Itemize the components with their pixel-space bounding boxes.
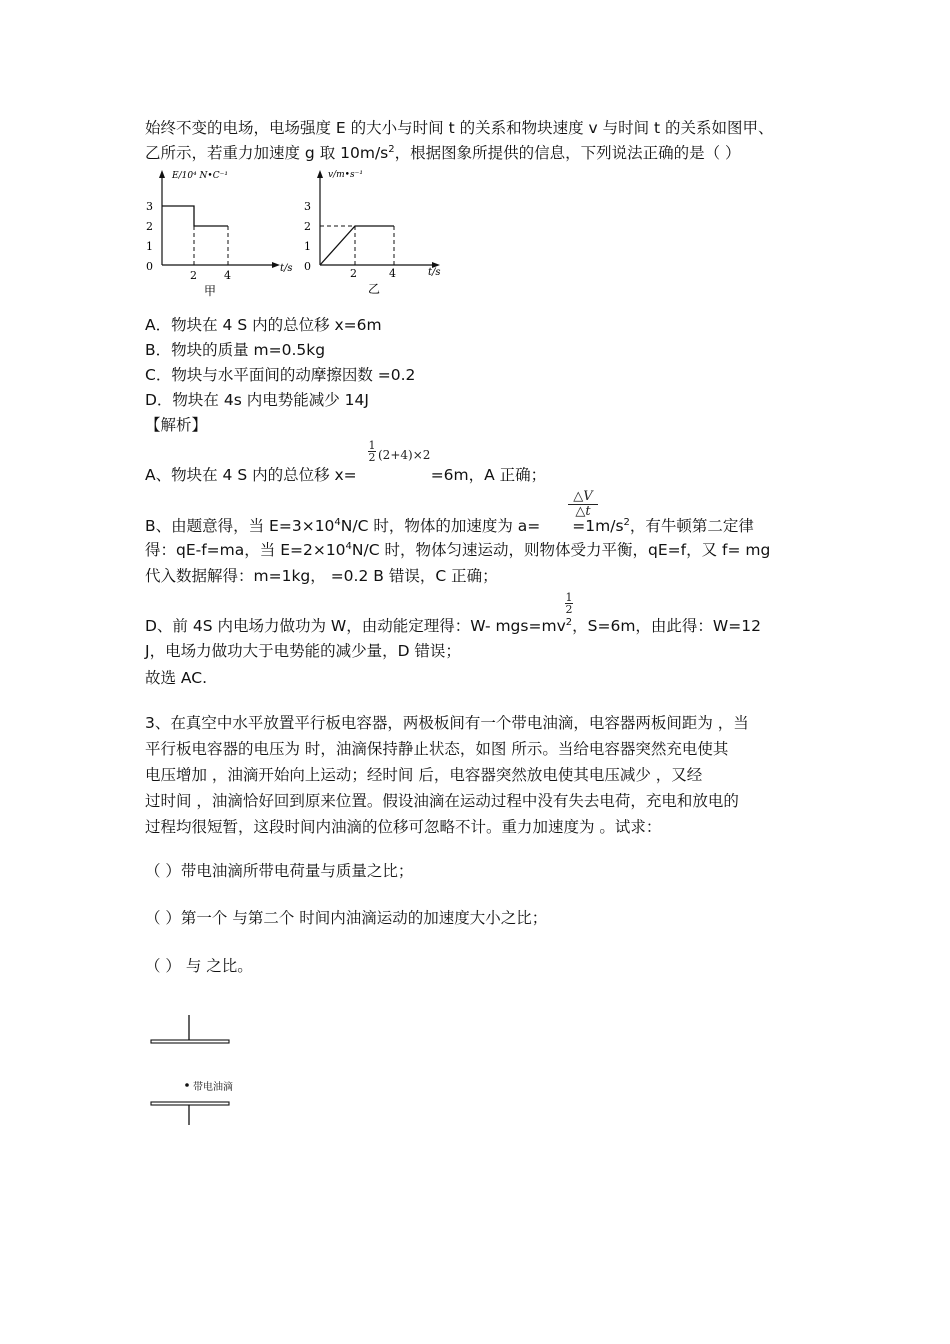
graph2-v-line <box>320 226 394 265</box>
q3-line5: 过程均很短暂，这段时间内油滴的位移可忽略不计。重力加速度为 。试求： <box>145 818 662 836</box>
graph2-ylabel: v/m•s⁻¹ <box>328 170 363 180</box>
q3-line3: 电压增加 ，油滴开始向上运动；经时间 后，电容器突然放电使其电压减少 ，又经 <box>145 766 703 784</box>
graph2-ytick-0: 0 <box>304 260 311 273</box>
graph2-caption: 乙 <box>368 282 381 296</box>
solution-b-line3: 代入数据解得：m=1kg， =0.2 B 错误，C 正确； <box>145 567 498 585</box>
solution-b-line2: 得：qE-f=ma，当 $E=2\times 10^4N/C$ 时，物体匀速运动，则物体受力平衡，qE=f，又 f= mg <box>145 541 771 559</box>
graph2-xlabel: t/s <box>428 267 441 278</box>
graph1-xlabel: t/s <box>280 263 293 274</box>
q2-intro-line1: 始终不变的电场，电场强度 E 的大小与时间 t 的关系和物块速度 v 与时间 t 的关系如图甲、 <box>145 119 774 137</box>
solution-d-line1: D、前 4S 内电场力做功为 W，由动能定理得：W- $mgs=mv^2$，S=6m，由此得：W=12 <box>145 617 761 635</box>
option-a: A．物块在 4 S 内的总位移 x=6m <box>145 316 382 334</box>
q3-sub2: （ ）第一个 与第二个 时间内油滴运动的加速度大小之比； <box>145 909 548 927</box>
graph1-e-line <box>162 206 228 226</box>
q3-line2: 平行板电容器的电压为 时，油滴保持静止状态，如图 所示。当给电容器突然充电使其 <box>145 740 729 758</box>
graph1-caption: 甲 <box>204 284 217 298</box>
option-b: B．物块的质量 m=0.5kg <box>145 341 326 359</box>
oil-drop <box>185 1083 189 1087</box>
analysis-title: 【解析】 <box>145 416 208 434</box>
graph1-ytick-2: 2 <box>146 220 153 233</box>
q3-sub3: （ ） 与 之比。 <box>145 957 253 975</box>
capacitor-figure <box>145 1010 245 1135</box>
solution-a-fraction: 1 2 <box>368 439 376 464</box>
q3-line4: 过时间 ，油滴恰好回到原来位置。假设油滴在运动过程中没有失去电荷，充电和放电的 <box>145 792 739 810</box>
graph1-xtick-4: 4 <box>224 269 231 282</box>
graph2-xtick-4: 4 <box>389 267 396 280</box>
graph2-ytick-1: 1 <box>304 240 311 253</box>
oil-drop-label: 带电油滴 <box>193 1082 233 1093</box>
graph1-xtick-2: 2 <box>190 269 197 282</box>
graph1-ylabel: E/10⁴ N•C⁻¹ <box>172 171 228 181</box>
graph-yi <box>300 165 460 300</box>
solution-b-line1: B、由题意得，当 $E=3\times 10^4N/C$ 时，物体的加速度为 $a= =1m/s^2$，有牛顿第二定律 <box>145 517 754 535</box>
q3-line1: 3、在真空中水平放置平行板电容器，两极板间有一个带电油滴，电容器两板间距为 ，当 <box>145 714 749 732</box>
option-c: C．物块与水平面间的动摩擦因数 =0.2 <box>145 366 416 384</box>
solution-d-line2: J，电场力做功大于电势能的减少量，D 错误； <box>145 642 461 660</box>
graph1-ytick-0: 0 <box>146 260 153 273</box>
solution-d-fraction: 1 2 <box>565 591 573 616</box>
q2-intro-line2: 乙所示，若重力加速度 g 取 $10m/s^2$，根据图象所提供的信息，下列说法正确的是（ ） <box>145 144 741 162</box>
q3-sub1: （ ）带电油滴所带电荷量与质量之比； <box>145 862 414 880</box>
graph-jia <box>140 165 300 300</box>
solution-b-fraction: △V △t <box>568 490 598 519</box>
graph1-ytick-3: 3 <box>146 200 153 213</box>
graph2-xtick-2: 2 <box>350 267 357 280</box>
solution-a-expr: (2+4)×2 <box>378 448 431 462</box>
graph1-ytick-1: 1 <box>146 240 153 253</box>
option-d: D．物块在 4s 内电势能减少 14J <box>145 391 369 409</box>
graph2-ytick-2: 2 <box>304 220 311 233</box>
graph2-ytick-3: 3 <box>304 200 311 213</box>
conclusion: 故选 AC. <box>145 669 208 687</box>
solution-a: A、物块在 4 S 内的总位移 x= =6m，A 正确； <box>145 466 547 484</box>
